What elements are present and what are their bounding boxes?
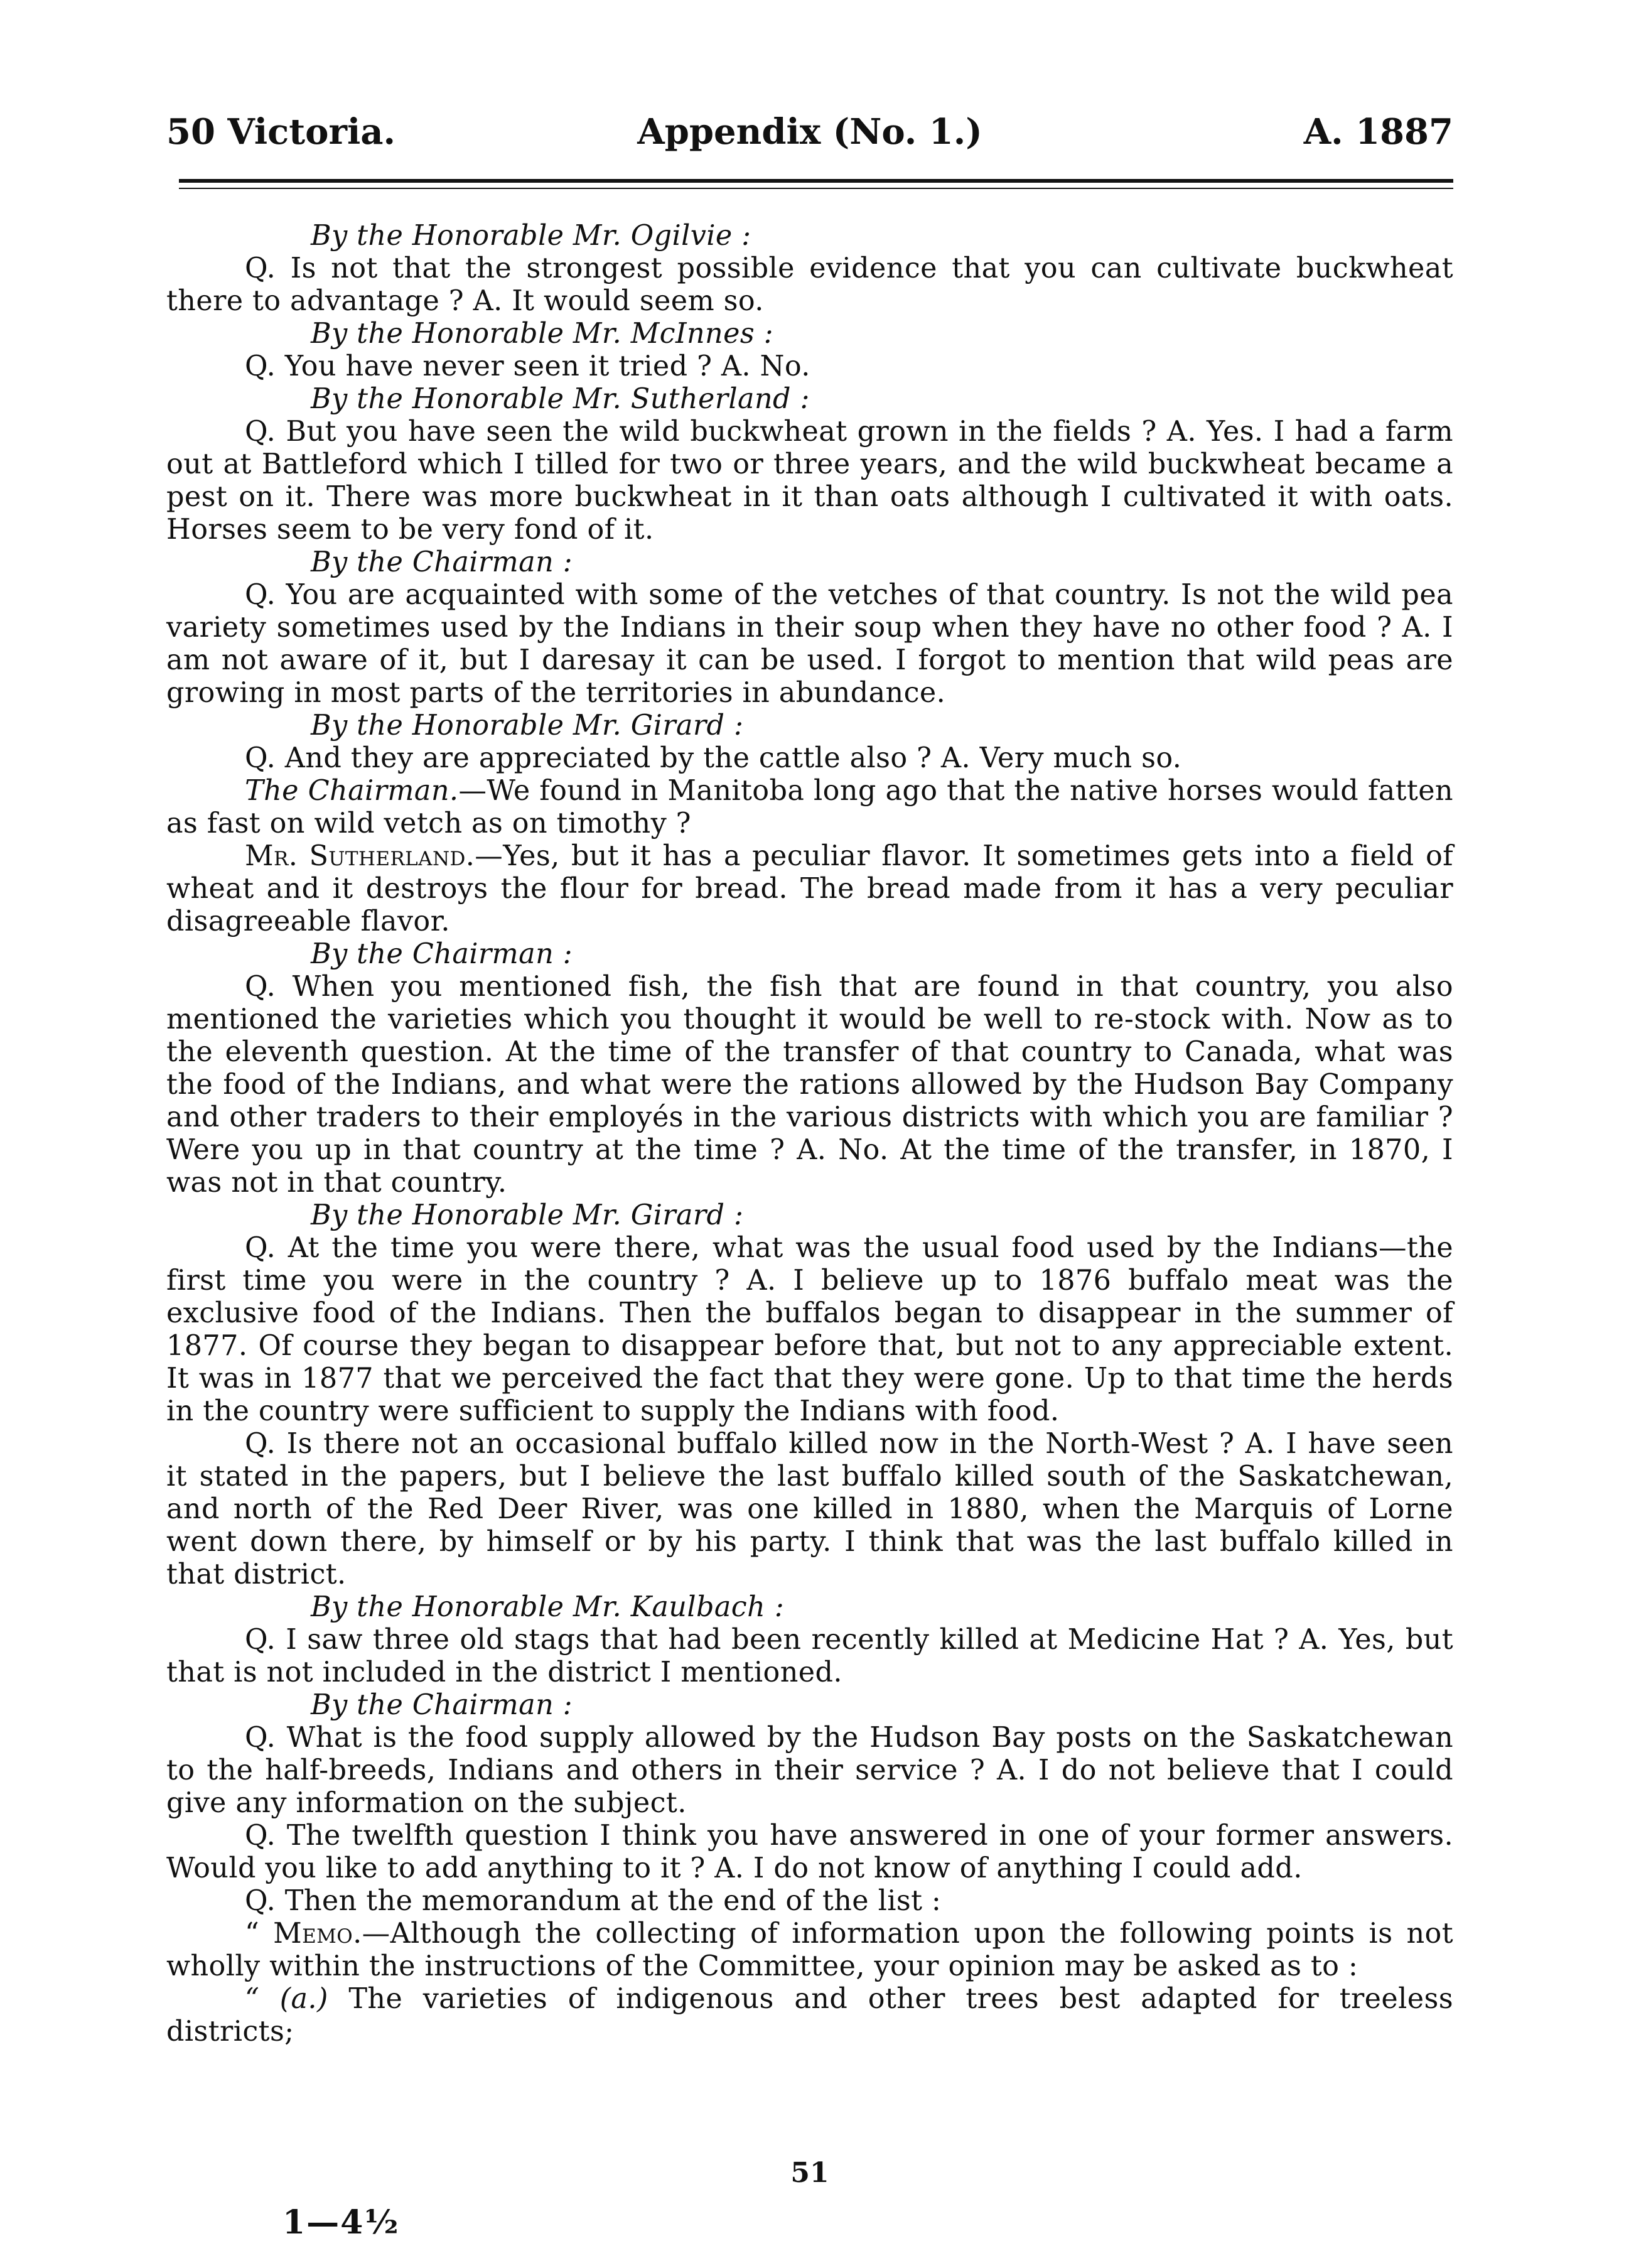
question-paragraph: Q. Is not that the strongest possible evidence that you can cultivate buckwheat there to advantage ? A. It would seem so. bbox=[166, 252, 1453, 317]
question-paragraph: Q. But you have seen the wild buckwheat grown in the fields ? A. Yes. I had a farm out at Battleford which I tilled for two or three years, and the wild buckwheat became a pest on it. There was more buckwheat in it than oats although I cultivated it with oats. Horses seem to be very fond of it. bbox=[166, 416, 1453, 546]
question-paragraph: Q. What is the food supply allowed by the Hudson Bay posts on the Saskatchewan to the half-breeds, Indians and others in their service ? A. I do not believe that I could give any information on the subject. bbox=[166, 1722, 1453, 1819]
header-year: A. 1887 bbox=[1303, 111, 1453, 153]
question-paragraph: Q. You are acquainted with some of the vetches of that country. Is not the wild pea variety sometimes used by the Indians in their soup when they have no other food ? A. I am not aware of it, but I daresay it can be used. I forgot to mention that wild peas are growing in most parts of the territories in abundance. bbox=[166, 579, 1453, 709]
chairman-remark bbox=[166, 775, 1453, 840]
speaker-heading: By the Honorable Mr. Girard : bbox=[311, 1199, 744, 1231]
sutherland-remark-text: —Yes, but it has a peculiar flavor. It sometimes gets into a field of wheat and it destroys the flour for bread. The bread made from it has a very peculiar disagreeable flavor. bbox=[166, 840, 1454, 937]
chairman-lead: The Chairman. bbox=[245, 775, 459, 807]
chairman-remark-text: —We found in Manitoba long ago that the native horses would fatten as fast on wild vetch as on timothy ? bbox=[166, 775, 1453, 840]
speaker-heading: By the Honorable Mr. Girard : bbox=[311, 710, 744, 742]
speaker-heading: By the Honorable Mr. Sutherland : bbox=[311, 383, 810, 415]
page-number: 51 bbox=[790, 2157, 829, 2189]
question-paragraph: Q. I saw three old stags that had been recently killed at Medicine Hat ? A. Yes, but that is not included in the district I mentioned. bbox=[166, 1624, 1453, 1688]
memo-item-a-lead: “ (a.) bbox=[245, 1983, 328, 2015]
header-session: 50 Victoria. bbox=[166, 111, 396, 153]
memo-item-a bbox=[166, 1983, 1453, 2048]
speaker-heading: By the Honorable Mr. Kaulbach : bbox=[311, 1591, 785, 1623]
question-paragraph: Q. You have never seen it tried ? A. No. bbox=[245, 350, 810, 382]
question-paragraph: Q. And they are appreciated by the cattle also ? A. Very much so. bbox=[245, 742, 1182, 774]
question-paragraph: Q. Then the memorandum at the end of the list : bbox=[245, 1885, 942, 1917]
memo-item-a-text: The varieties of indigenous and other trees best adapted for treeless districts; bbox=[166, 1983, 1453, 2048]
speaker-heading: By the Chairman : bbox=[311, 1689, 573, 1721]
header-rule-thin bbox=[179, 188, 1453, 189]
document-page bbox=[166, 94, 1454, 2242]
memo-lead: “ Memo. bbox=[245, 1918, 362, 1950]
header-appendix: Appendix (No. 1.) bbox=[637, 111, 982, 153]
question-paragraph: Q. At the time you were there, what was the usual food used by the Indians—the first time you were in the country ? A. I believe up to 1876 buffalo meat was the exclusive food of the Indians. Then the buffalos began to disappear in the summer of 1877. Of course they began to disappear before that, but not to any appreciable extent. It was in 1877 that we perceived the fact that they were gone. Up to that time the herds in the country were sufficient to supply the Indians with food. bbox=[166, 1232, 1453, 1427]
body-text bbox=[166, 220, 1453, 2048]
speaker-heading: By the Honorable Mr. Ogilvie : bbox=[311, 220, 751, 252]
sutherland-remark bbox=[166, 840, 1453, 938]
signature-mark: 1—4½ bbox=[282, 2203, 400, 2242]
memo-text: —Although the collecting of information upon the following points is not wholly within the instructions of the Committee, your opinion may be asked as to : bbox=[166, 1918, 1453, 1982]
running-header bbox=[166, 94, 1453, 170]
sutherland-lead: Mr. Sutherland. bbox=[245, 840, 475, 872]
memo-paragraph bbox=[166, 1918, 1453, 1983]
question-paragraph: Q. When you mentioned fish, the fish that are found in that country, you also mentioned the varieties which you thought it would be well to re-stock with. Now as to the eleventh question. At the time of the transfer of that country to Canada, what was the food of the Indians, and what were the rations allowed by the Hudson Bay Company and other traders to their employés in the various districts with which you are familiar ? Were you up in that country at the time ? A. No. At the time of the transfer, in 1870, I was not in that country. bbox=[166, 971, 1453, 1199]
question-paragraph: Q. Is there not an occasional buffalo killed now in the North-West ? A. I have seen it stated in the papers, but I believe the last buffalo killed south of the Saskatchewan, and north of the Red Deer River, was one killed in 1880, when the Marquis of Lorne went down there, by himself or by his party. I think that was the last buffalo killed in that district. bbox=[166, 1428, 1453, 1590]
speaker-heading: By the Chairman : bbox=[311, 546, 573, 578]
header-rule-thick bbox=[179, 179, 1453, 183]
speaker-heading: By the Chairman : bbox=[311, 938, 573, 970]
speaker-heading: By the Honorable Mr. McInnes : bbox=[311, 318, 773, 350]
question-paragraph: Q. The twelfth question I think you have answered in one of your former answers. Would you like to add anything to it ? A. I do not know of anything I could add. bbox=[166, 1820, 1453, 1884]
